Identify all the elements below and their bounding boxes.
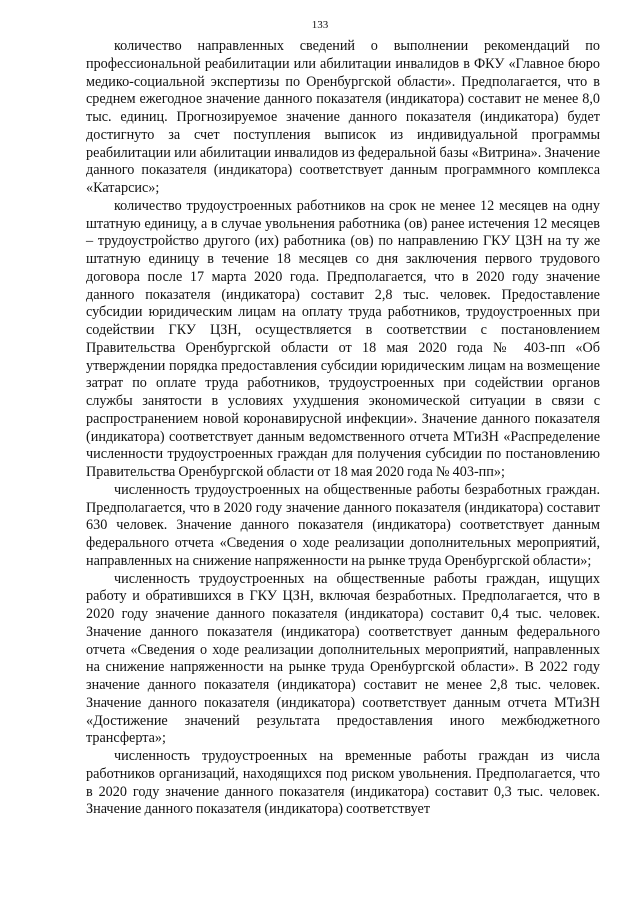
paragraph-temporary-works: численность трудоустроенных на временные работы граждан из числа работников организаций, находящихся под риском увольнения. Предполагается, что в 2020 году значение данного показателя (индикатора) составит 0,3 тыс. человек. Значение данного показателя (индикатора) соответствует [86,748,600,818]
page-number: 133 [311,19,329,31]
paragraph-public-works-unemployed: численность трудоустроенных на общественные работы безработных граждан. Предполагается, что в 2020 году значение данного показателя (индикатора) составит 630 человек. Значение данного показателя (индикатора) соответствует данным федерального отчета «Сведения о ходе реализации дополнительных мероприятий, направленных на снижение напряженности на рынке труда Оренбургской области»; [86,481,600,569]
paragraph-employed-workers: количество трудоустроенных работников на срок не менее 12 месяцев на одну штатную единицу, а в случае увольнения работника (ов) ранее истечения 12 месяцев – трудоустройство другого (их) работника (ов) по направлению ГКУ ЦЗН на ту же штатную единицу в течение 18 месяцев со дня заключения первого трудового договора после 17 марта 2020 года. Предполагается, что в 2020 году значение данного показателя (индикатора) составит 2,8 тыс. человек. Предоставление субсидии юридическим лицам на оплату труда работников, трудоустроенных при содействии ГКУ ЦЗН, осуществляется в соответствии с постановлением Правительства Оренбургской области от 18 мая 2020 года № 403-пп «Об утверждении порядка предоставления субсидии юридическим лицам на возмещение затрат по оплате труда работников, трудоустроенных при содействии органов службы занятости в условиях ухудшения экономической ситуации в связи с распространением новой коронавирусной инфекции». Значение данного показателя (индикатора) соответствует данным ведомственного отчета МТиЗН «Распределение численности трудоустроенных граждан для получения субсидии по постановлению Правительства Оренбургской области от 18 мая 2020 года № 403-пп»; [86,197,600,480]
paragraph-referrals: количество направленных сведений о выполнении рекомендаций по профессиональной реабилитации или абилитации инвалидов в ФКУ «Главное бюро медико-социальной экспертизы по Оренбургской области». Предполагается, что в среднем ежегодное значение данного показателя (индикатора) составит не менее 8,0 тыс. единиц. Прогнозируемое значение данного показателя (индикатора) будет достигнуто за счет поступления выписок из индивидуальной программы реабилитации или абилитации инвалидов из федеральной базы «Витрина». Значение данного показателя (индикатора) соответствует данным программного комплекса «Катарсис»; [86,38,600,196]
paragraph-public-works-job-seekers: численность трудоустроенных на общественные работы граждан, ищущих работу и обратившихся в ГКУ ЦЗН, включая безработных. Предполагается, что в 2020 году значение данного показателя (индикатора) составит 0,4 тыс. человек. Значение данного показателя (индикатора) соответствует данным федерального отчета «Сведения о ходе реализации дополнительных мероприятий, направленных на снижение напряженности на рынке труда Оренбургской области». В 2022 году значение данного показателя (индикатора) составит не менее 2,8 тыс. человек. Значение данного показателя (индикатора) соответствует данным отчета МТиЗН «Достижение значений результата предоставления иного межбюджетного трансферта»; [86,570,600,747]
document-body [86,38,600,819]
